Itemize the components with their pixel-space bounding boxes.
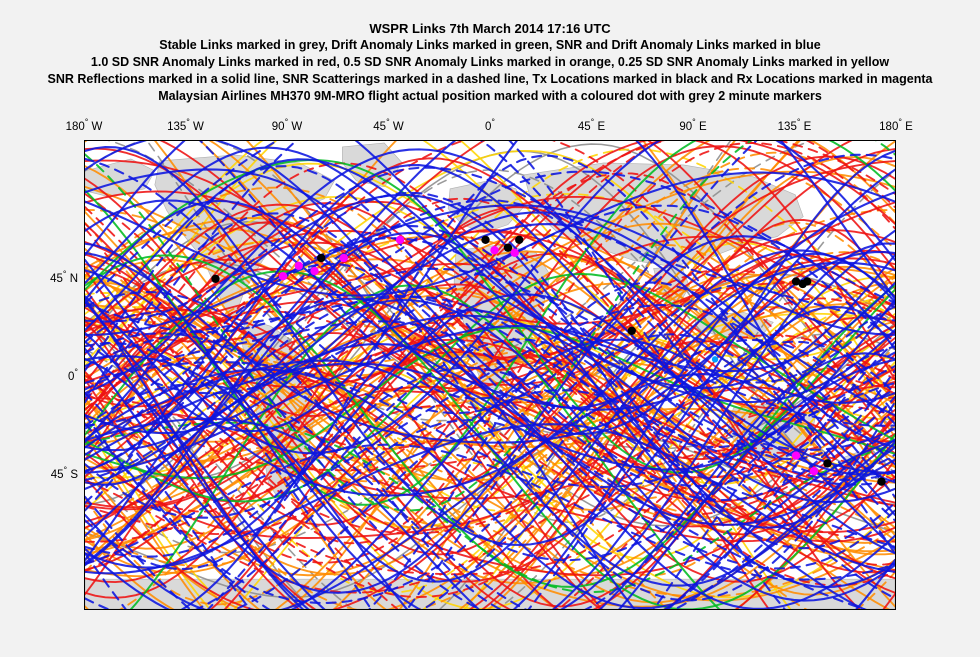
x-tick-label: 135° W bbox=[167, 117, 204, 133]
x-tick-label: 135° E bbox=[777, 117, 812, 133]
tx-location-marker bbox=[211, 275, 219, 283]
title-line-5: Malaysian Airlines MH370 9M-MRO flight actual position marked with a coloured dot with grey 2 minute markers bbox=[158, 89, 822, 103]
tx-location-marker bbox=[823, 459, 831, 467]
x-tick-label: 45° W bbox=[373, 117, 404, 133]
mh370-position-marker bbox=[712, 356, 718, 362]
x-tick-label: 180° W bbox=[65, 117, 103, 133]
tx-location-marker bbox=[504, 243, 512, 251]
tx-location-marker bbox=[317, 254, 325, 262]
rx-location-marker bbox=[279, 272, 287, 280]
y-tick-label: 45° N bbox=[50, 269, 78, 285]
x-tick-label: 90° E bbox=[679, 117, 707, 133]
y-tick-label: 45° S bbox=[50, 465, 78, 481]
x-tick-label: 0° bbox=[484, 117, 496, 133]
rx-location-marker bbox=[295, 262, 303, 270]
tx-location-marker bbox=[628, 327, 636, 335]
tx-location-marker bbox=[481, 236, 489, 244]
rx-location-marker bbox=[310, 267, 318, 275]
x-tick-label: 180° E bbox=[879, 117, 913, 133]
tx-location-marker bbox=[515, 236, 523, 244]
title-line-1: WSPR Links 7th March 2014 17:16 UTC bbox=[369, 21, 611, 36]
rx-location-marker bbox=[792, 451, 800, 459]
title-line-3: 1.0 SD SNR Anomaly Links marked in red, 0.5 SD SNR Anomaly Links marked in orange, 0.25 SD SNR Anomaly Links marked in yellow bbox=[90, 55, 890, 69]
title-line-4: SNR Reflections marked in a solid line, SNR Scatterings marked in a dashed line, Tx Locations marked in black and Rx Locations marked in magenta bbox=[47, 72, 933, 86]
tx-location-marker bbox=[799, 280, 807, 288]
y-tick-label: 0° bbox=[67, 367, 78, 383]
rx-location-marker bbox=[396, 236, 404, 244]
x-tick-label: 90° W bbox=[271, 117, 303, 133]
station-markers bbox=[85, 141, 895, 609]
chart-title-block bbox=[0, 20, 980, 105]
rx-location-marker bbox=[810, 467, 818, 475]
x-tick-label: 45° E bbox=[577, 117, 606, 133]
tx-location-marker bbox=[877, 477, 885, 485]
rx-location-marker bbox=[511, 249, 519, 257]
y-axis-tick-labels bbox=[34, 140, 78, 610]
title-line-2: Stable Links marked in grey, Drift Anomaly Links marked in green, SNR and Drift Anomaly Links marked in blue bbox=[159, 38, 821, 52]
rx-location-marker bbox=[490, 246, 498, 254]
world-map-plot bbox=[84, 140, 896, 610]
x-axis-tick-labels bbox=[65, 117, 913, 133]
rx-location-marker bbox=[340, 254, 348, 262]
